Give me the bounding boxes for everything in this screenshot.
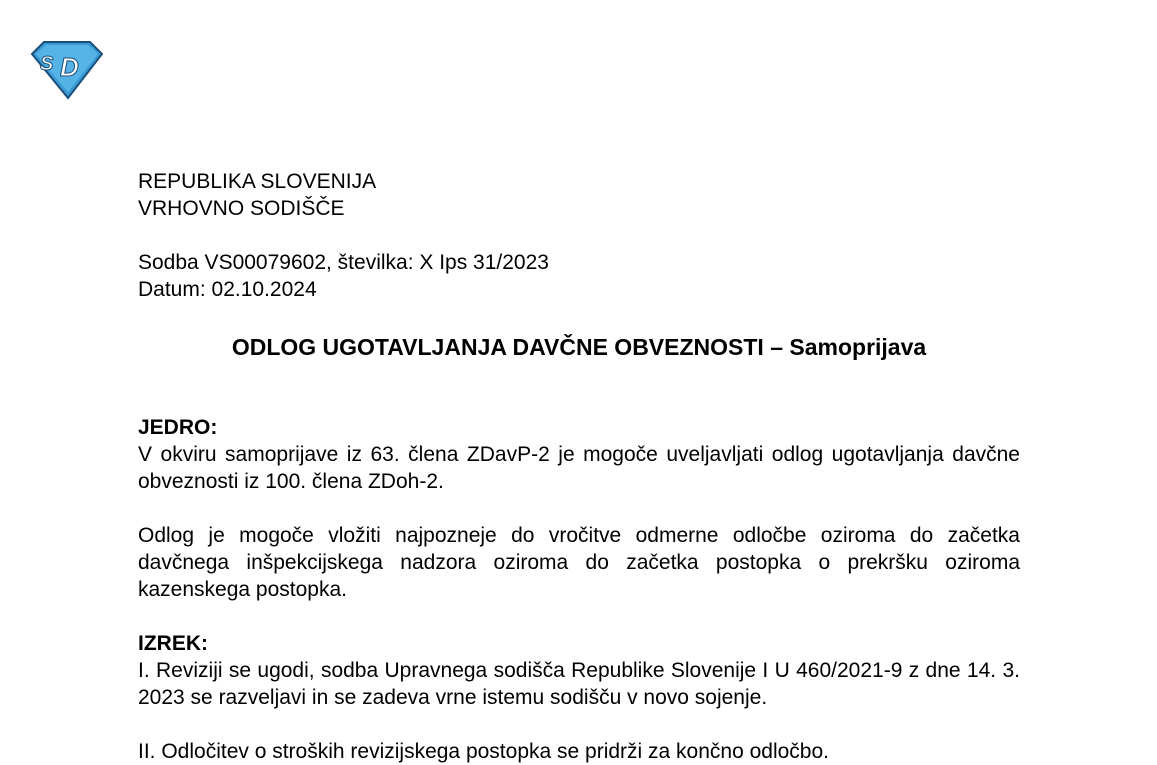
izrek-paragraph-1: I. Reviziji se ugodi, sodba Upravnega sodišča Republike Slovenije I U 460/2021-9 z dne 14. 3. 2023 se razveljavi in se zadeva vrne istemu sodišču v novo sojenje. — [138, 659, 1020, 709]
jedro-heading: JEDRO: — [138, 416, 218, 439]
svg-text:D: D — [60, 52, 79, 82]
header-court: VRHOVNO SODIŠČE — [138, 197, 345, 220]
svg-text:S: S — [40, 53, 54, 75]
ruling-number: Sodba VS00079602, številka: X Ips 31/2023 — [138, 251, 549, 274]
izrek-paragraph-2: II. Odločitev o stroških revizijskega postopka se pridrži za končno odločbo. — [138, 740, 830, 763]
sd-diamond-logo-icon — [30, 40, 104, 100]
jedro-paragraph-1: V okviru samoprijave iz 63. člena ZDavP-2 je mogoče uveljavljati odlog ugotavljanja davčne obveznosti iz 100. člena ZDoh-2. — [138, 443, 1020, 493]
document-body — [138, 168, 1020, 765]
jedro-paragraph-2: Odlog je mogoče vložiti najpozneje do vročitve odmerne odločbe oziroma do začetka davčnega inšpekcijskega nadzora oziroma do začetka postopka o prekršku oziroma kazenskega postopka. — [138, 524, 1020, 601]
izrek-heading: IZREK: — [138, 632, 208, 655]
header-republic: REPUBLIKA SLOVENIJA — [138, 170, 377, 193]
ruling-date: Datum: 02.10.2024 — [138, 278, 317, 301]
document-title: ODLOG UGOTAVLJANJA DAVČNE OBVEZNOSTI – Samoprijava — [231, 334, 927, 360]
